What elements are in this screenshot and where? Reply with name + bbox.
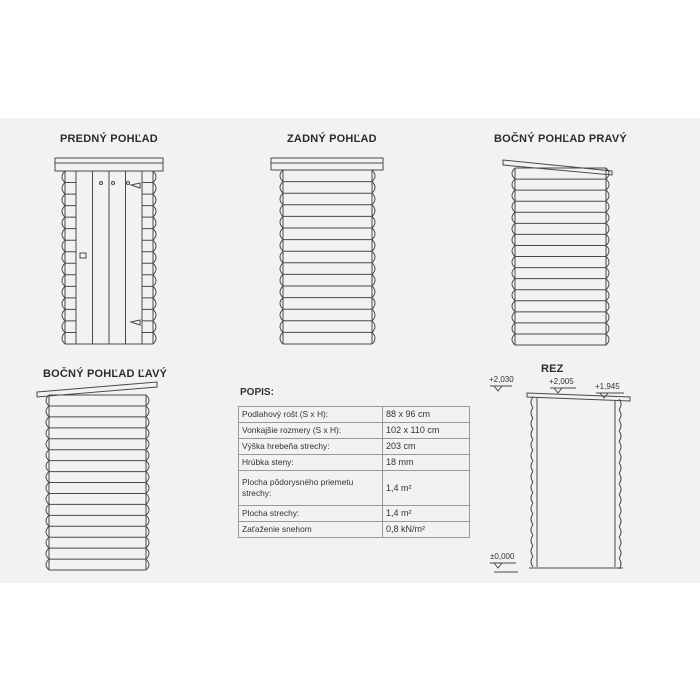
log-profile <box>619 473 621 484</box>
table-row <box>239 506 470 522</box>
log-profile <box>619 463 621 474</box>
log-profile <box>619 505 621 516</box>
log-profile <box>531 471 533 482</box>
log-profile <box>619 558 621 569</box>
side-left-view-drawing <box>37 382 157 570</box>
log-profile <box>531 546 533 557</box>
level-arrow <box>494 563 502 568</box>
level-label: ±0,000 <box>490 552 515 561</box>
log-profile <box>531 397 533 408</box>
log-profile <box>619 516 621 527</box>
log-profile <box>619 537 621 548</box>
log-profile <box>531 493 533 504</box>
section-view-title: REZ <box>541 363 564 375</box>
spec-label: Výška hrebeňa strechy: <box>239 439 383 455</box>
spec-value: 1,4 m² <box>383 471 470 506</box>
table-row <box>239 471 470 506</box>
log-profile <box>531 461 533 472</box>
log-profile <box>619 495 621 506</box>
log-profile <box>619 442 621 453</box>
log-profile <box>531 525 533 536</box>
level-label: +1,945 <box>595 382 620 391</box>
log-profile <box>619 410 621 421</box>
side-right-view-title: BOČNÝ POHĽAD PRAVÝ <box>494 133 627 145</box>
front-view-title: PREDNÝ POHĽAD <box>60 133 158 145</box>
spec-label: Podlahový rošt (S x H): <box>239 407 383 423</box>
table-row <box>239 439 470 455</box>
spec-label: Plocha strechy: <box>239 506 383 522</box>
log-profile <box>531 450 533 461</box>
spec-value: 203 cm <box>383 439 470 455</box>
side-right-view-drawing <box>503 160 612 345</box>
spec-table <box>238 406 470 538</box>
back-view-title: ZADNÝ POHĽAD <box>287 133 377 145</box>
log-profile <box>531 429 533 440</box>
front-view-drawing <box>55 158 163 344</box>
level-arrow <box>494 386 502 391</box>
log-profile <box>619 420 621 431</box>
log-profile <box>619 527 621 538</box>
spec-value: 88 x 96 cm <box>383 407 470 423</box>
spec-label: Zaťaženie snehom <box>239 522 383 538</box>
spec-label: Hrúbka steny: <box>239 455 383 471</box>
level-arrow <box>554 388 562 393</box>
log-profile <box>531 440 533 451</box>
section-view-drawing <box>490 386 630 572</box>
table-row <box>239 407 470 423</box>
log-profile <box>531 514 533 525</box>
table-row <box>239 522 470 538</box>
spec-value: 1,4 m² <box>383 506 470 522</box>
log-profile <box>619 452 621 463</box>
table-row <box>239 423 470 439</box>
spec-value: 102 x 110 cm <box>383 423 470 439</box>
log-profile <box>619 548 621 559</box>
roof-fascia <box>271 158 383 170</box>
log-profile <box>531 503 533 514</box>
log-profile <box>531 535 533 546</box>
spec-value: 18 mm <box>383 455 470 471</box>
roof-section <box>527 393 630 401</box>
popis-title: POPIS: <box>240 387 274 398</box>
log-profile <box>619 484 621 495</box>
log-profile <box>619 431 621 442</box>
log-profile <box>531 556 533 567</box>
level-label: +2,005 <box>549 377 574 386</box>
level-label: +2,030 <box>489 375 514 384</box>
back-view-drawing <box>271 158 383 344</box>
table-row <box>239 455 470 471</box>
spec-label: Vonkajšie rozmery (S x H): <box>239 423 383 439</box>
side-left-view-title: BOČNÝ POHĽAD ĽAVÝ <box>43 368 168 380</box>
spec-value: 0,8 kN/m² <box>383 522 470 538</box>
log-profile <box>531 408 533 419</box>
log-profile <box>531 418 533 429</box>
roof-fascia <box>55 158 163 171</box>
spec-label: Plocha pôdorysného priemetu strechy: <box>239 471 383 506</box>
log-profile <box>531 482 533 493</box>
